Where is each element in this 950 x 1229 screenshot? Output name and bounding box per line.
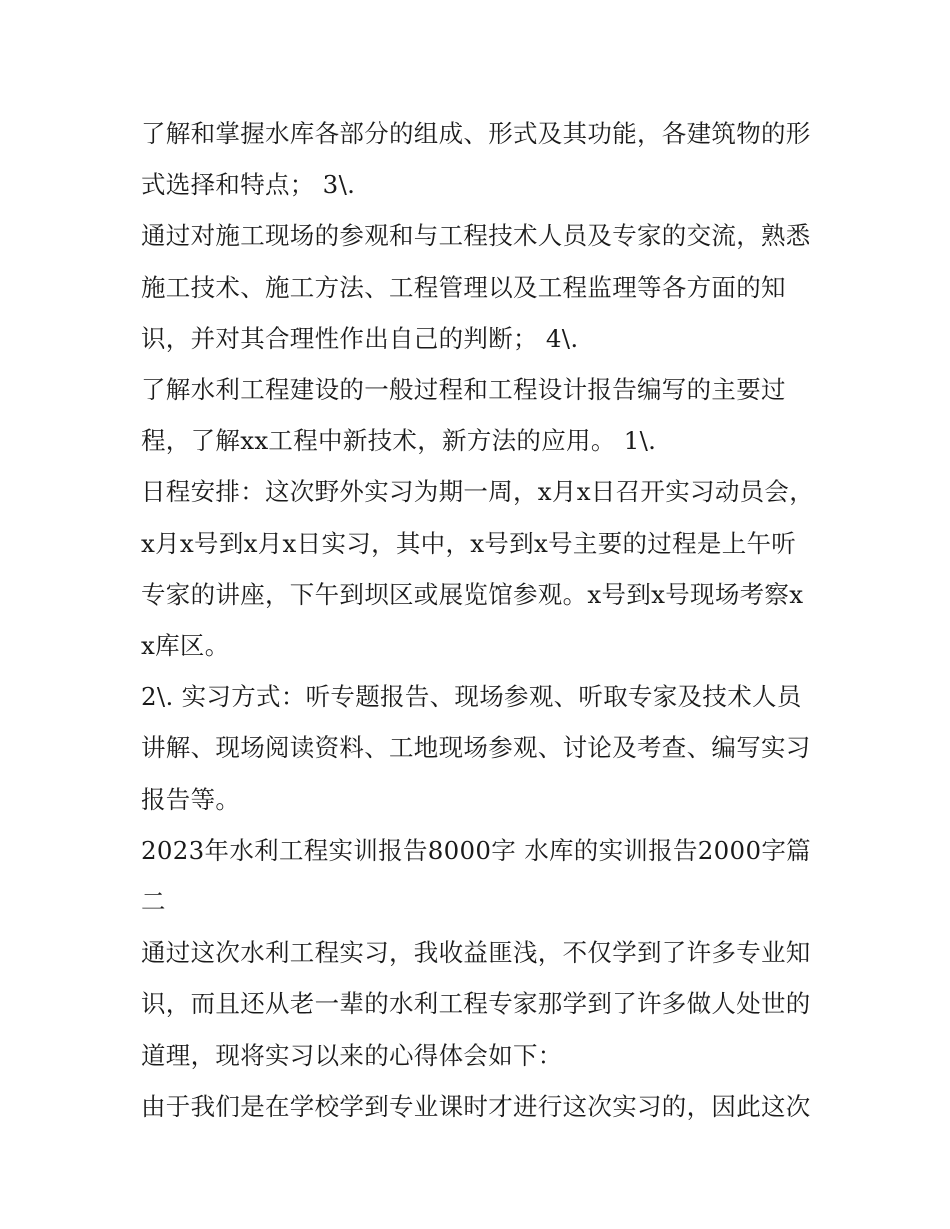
paragraph-method: 2\. 实习方式：听专题报告、现场参观、听取专家及技术人员讲解、现场阅读资料、工地现场参观、讨论及考查、编写实习报告等。: [141, 682, 811, 814]
section-heading: 2023年水利工程实训报告8000字 水库的实训报告2000字篇二: [141, 835, 811, 917]
paragraph-objective-3: 了解和掌握水库各部分的组成、形式及其功能，各建筑物的形式选择和特点； 3\.: [141, 119, 811, 200]
paragraph-objective-5: 了解水利工程建设的一般过程和工程设计报告编写的主要过程，了解xx工程中新技术，新方法的应用。 1\.: [141, 375, 786, 456]
paragraph-schedule: 日程安排：这次野外实习为期一周，x月x日召开实习动员会，x月x号到x月x日实习，其中，x号到x号主要的过程是上午听专家的讲座，下午到坝区或展览馆参观。x号到x号现场考察xx库区。: [141, 477, 815, 661]
paragraph-intro: 通过这次水利工程实习，我收益匪浅，不仅学到了许多专业知识，而且还从老一辈的水利工程专家那学到了许多做人处世的道理，现将实习以来的心得体会如下：: [141, 938, 811, 1070]
paragraph-objective-4: 通过对施工现场的参观和与工程技术人员及专家的交流，熟悉施工技术、施工方法、工程管理以及工程监理等各方面的知识，并对其合理性作出自己的判断； 4\.: [141, 221, 811, 353]
paragraph-continuation: 由于我们是在学校学到专业课时才进行这次实习的，因此这次: [141, 1091, 811, 1121]
document-body: [141, 108, 816, 1132]
